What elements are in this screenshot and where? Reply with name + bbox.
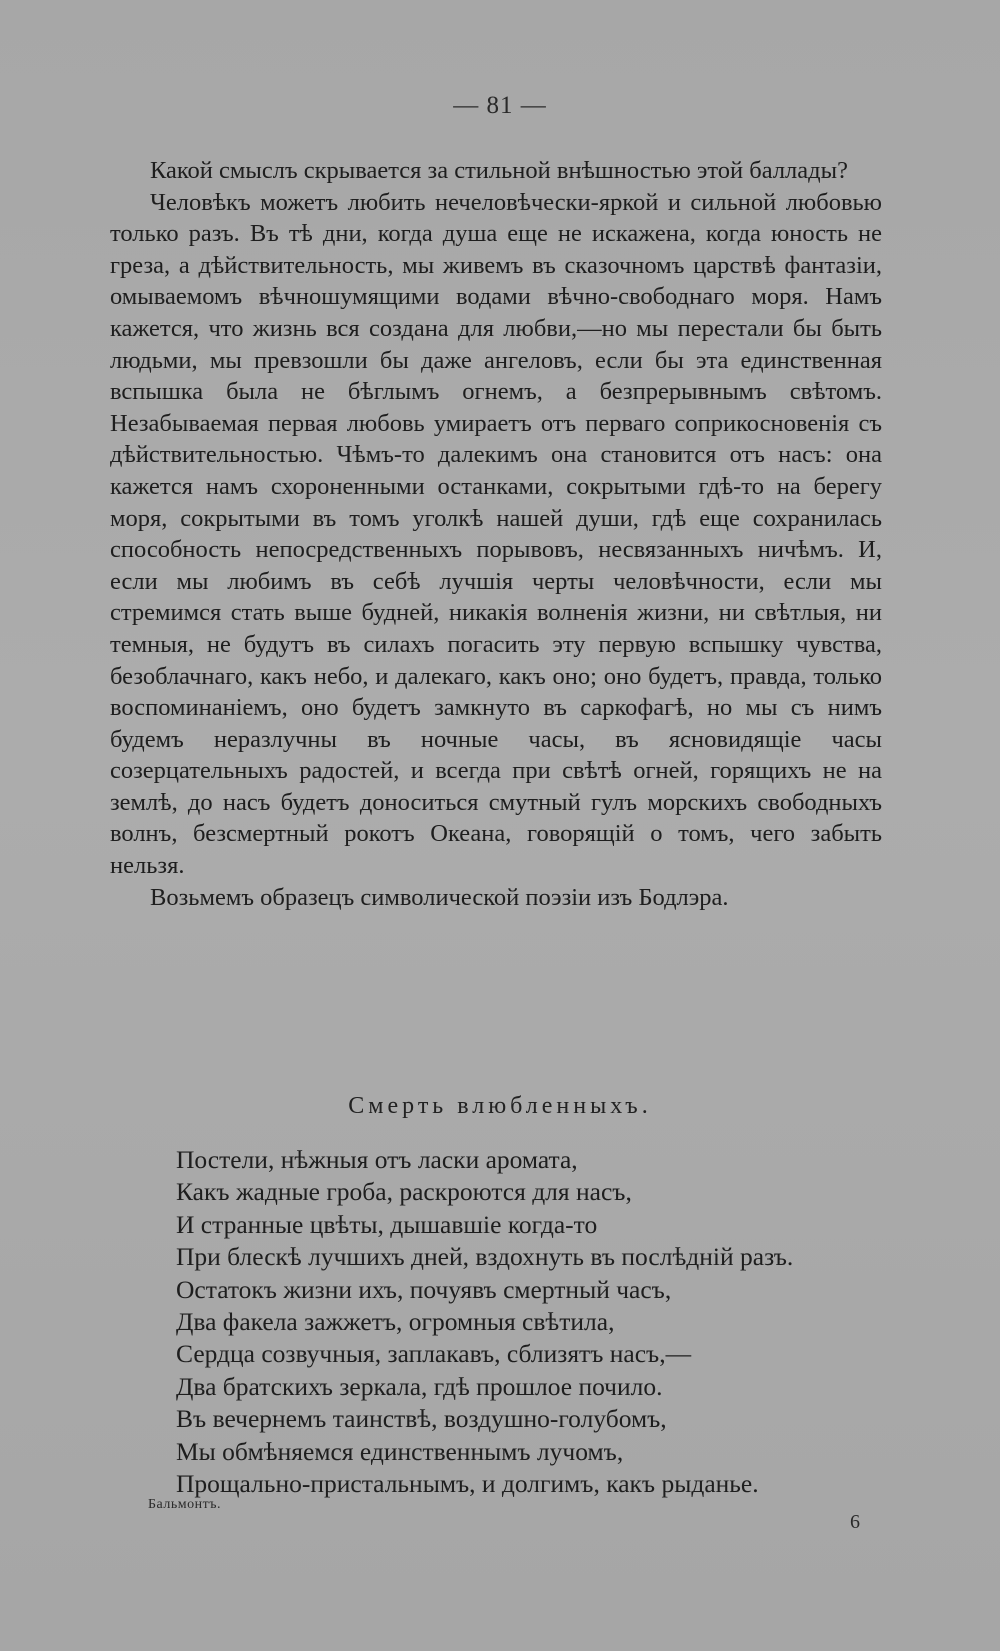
poem xyxy=(176,1144,896,1500)
poem-line: Какъ жадные гроба, раскроются для насъ, xyxy=(176,1177,632,1207)
poem-line: Постели, нѣжныя отъ ласки аромата, xyxy=(176,1145,578,1174)
page-number: — 81 — xyxy=(453,92,547,119)
paragraph-1: Какой смыслъ скрывается за стильной внѣшностью этой баллады? xyxy=(150,157,848,184)
poem-line: Прощально-пристальнымъ, и долгимъ, какъ рыданье. xyxy=(176,1469,759,1499)
body-text xyxy=(110,155,882,913)
poem-line: Сердца созвучныя, заплакавъ, сблизятъ насъ,— xyxy=(176,1339,692,1369)
poem-line: При блескѣ лучшихъ дней, вздохнуть въ послѣдній разъ. xyxy=(176,1242,794,1272)
footer-author: Бальмонтъ. xyxy=(148,1497,221,1512)
signature-mark: 6 xyxy=(850,1511,860,1533)
poem-line: Два факела зажжетъ, огромныя свѣтила, xyxy=(176,1307,615,1337)
poem-line: Мы обмѣняемся единственнымъ лучомъ, xyxy=(176,1436,624,1466)
paragraph-2: Человѣкъ можетъ любить нечеловѣчески-яркой и сильной любовью только разъ. Въ тѣ дни, когда душа еще не искажена, когда юность не греза, а дѣйствительность, мы живемъ въ сказочномъ царствѣ фантазіи, омываемомъ вѣчношумящими водами вѣчно-свободнаго моря. Намъ кажется, что жизнь вся создана для любви,—но мы перестали бы быть людьми, мы превзошли бы даже ангеловъ, если бы эта единственная вспышка была не бѣглымъ огнемъ, а безпрерывнымъ свѣтомъ. Незабываемая первая любовь умираетъ отъ перваго соприкосновенія съ дѣйствительностью. Чѣмъ-то далекимъ она становится отъ насъ: она кажется намъ схороненными останками, сокрытыми гдѣ-то на берегу моря, сокрытыми въ томъ уголкѣ нашей души, гдѣ еще сохранилась способность непосредственныхъ порывовъ, несвязанныхъ ничѣмъ. И, если мы любимъ въ себѣ лучшія черты человѣчности, если мы стремимся стать выше будней, никакія волненія жизни, ни свѣтлыя, ни темныя, не будутъ въ силахъ погасить эту первую вспышку чувства, безоблачнаго, какъ небо, и далекаго, какъ оно; оно будетъ, правда, только воспоминаніемъ, оно будетъ замкнуто въ саркофагѣ, но мы съ нимъ будемъ неразлучны въ ночные часы, въ ясновидящіе часы созерцательныхъ радостей, и всегда при свѣтѣ огней, горящихъ не на землѣ, до насъ будетъ доноситься смутный гулъ морскихъ свободныхъ волнъ, безсмертный рокотъ Океана, говорящій о томъ, чего забыть нельзя. xyxy=(110,188,882,880)
poem-line: Въ вечернемъ таинствѣ, воздушно-голубомъ, xyxy=(176,1404,667,1434)
poem-line: И странные цвѣты, дышавшіе когда-то xyxy=(176,1209,598,1239)
paragraph-3: Возьмемъ образецъ символической поэзіи изъ Бодлэра. xyxy=(150,883,729,911)
poem-line: Два братскихъ зеркала, гдѣ прошлое почило. xyxy=(176,1371,663,1401)
poem-line: Остатокъ жизни ихъ, почуявъ смертный часъ, xyxy=(176,1274,672,1304)
poem-title: Смерть влюбленныхъ. xyxy=(348,1093,652,1119)
